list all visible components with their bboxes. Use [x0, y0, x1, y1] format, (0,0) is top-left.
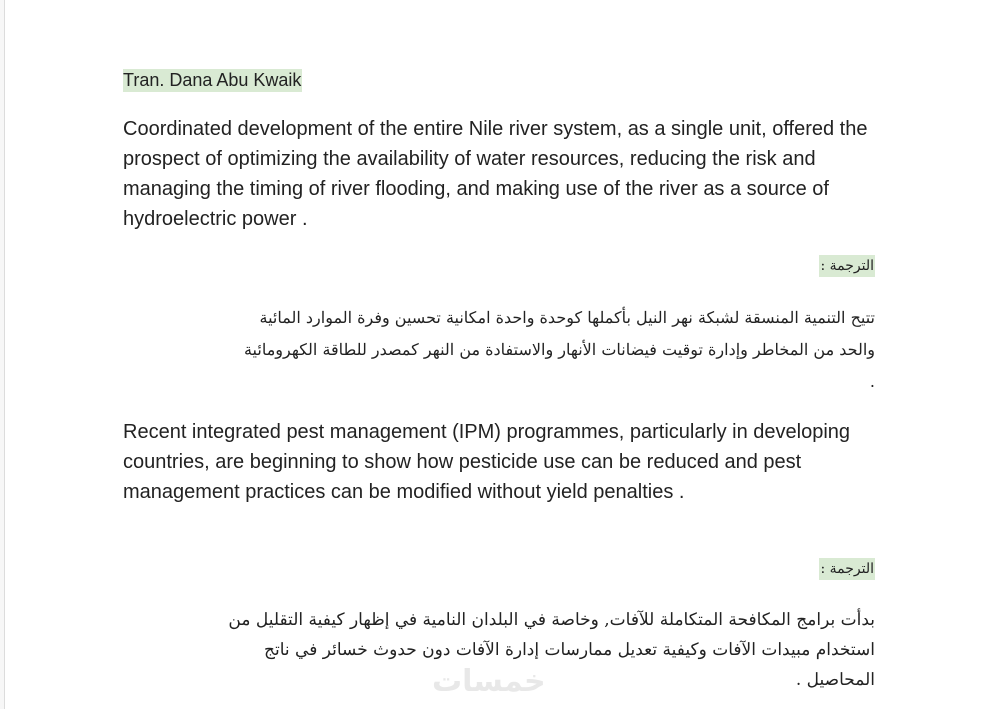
watermark-logo: خمسات	[432, 664, 546, 699]
english-paragraph-2: Recent integrated pest management (IPM) programmes, particularly in developing countries, are beginning to show how pesticide use can be reduced and pest management practices can be modified without yield penalties .	[123, 421, 851, 503]
translation-label-2: الترجمة :	[819, 558, 875, 580]
translation-label-1: الترجمة :	[819, 255, 875, 277]
arabic-line: تتيح التنمية المنسقة لشبكة نهر النيل بأكملها كوحدة واحدة امكانية تحسين وفرة الموارد المائية	[259, 308, 875, 327]
arabic-line: استخدام مبيدات الآفات وكيفية تعديل ممارسات إدارة الآفات دون حدوث خسائر في ناتج	[264, 640, 875, 660]
arabic-line: المحاصيل .	[795, 670, 875, 690]
arabic-line: بدأت برامج المكافحة المتكاملة للآفات, وخاصة في البلدان النامية في إظهار كيفية التقليل من	[228, 610, 875, 630]
arabic-paragraph-1	[115, 302, 875, 398]
arabic-line: والحد من المخاطر وإدارة توقيت فيضانات الأنهار والاستفادة من النهر كمصدر للطاقة الكهرومائية	[243, 340, 875, 359]
arabic-line: .	[869, 372, 875, 391]
english-paragraph-1: Coordinated development of the entire Nile river system, as a single unit, offered the prospect of optimizing the availability of water resources, reducing the risk and managing the timing of river flooding, and making use of the river as a source of hydroelectric power .	[123, 118, 868, 230]
translator-name: Tran. Dana Abu Kwaik	[123, 70, 302, 90]
